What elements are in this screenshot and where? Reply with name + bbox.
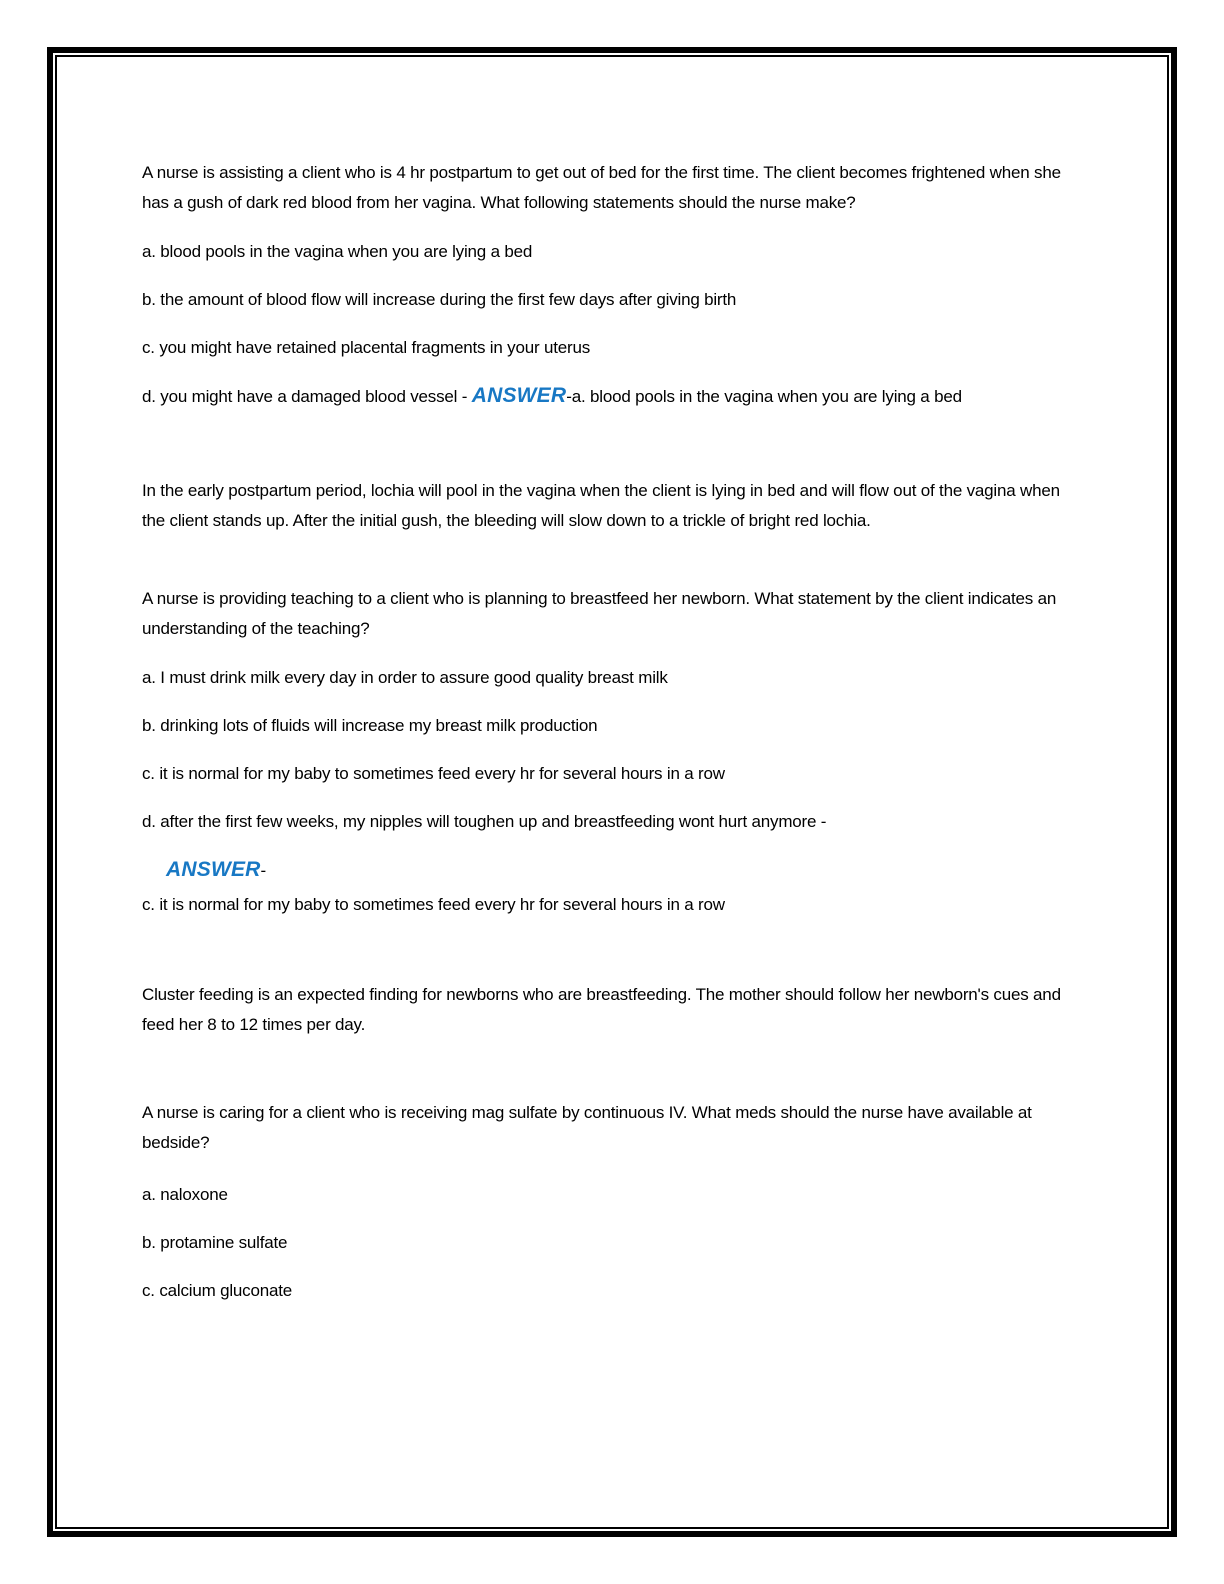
question-1-stem: A nurse is assisting a client who is 4 hr postpartum to get out of bed for the first time. The client becomes frightened when she has a gush of dark red blood from her vagina. What following statements should the nurse make? <box>142 163 1061 212</box>
question-2-option-b: b. drinking lots of fluids will increase my breast milk production <box>142 716 598 735</box>
question-1-option-c: c. you might have retained placental fragments in your uterus <box>142 338 590 357</box>
question-1-option-d <box>142 381 1067 412</box>
question-2-option-a: a. I must drink milk every day in order to assure good quality breast milk <box>142 668 668 687</box>
question-3-option-a: a. naloxone <box>142 1185 228 1204</box>
question-3-option-c: c. calcium gluconate <box>142 1281 293 1300</box>
question-2-correct-answer: c. it is normal for my baby to sometimes feed every hr for several hours in a row <box>142 895 725 914</box>
document-content <box>142 158 1067 1324</box>
question-3-stem: A nurse is caring for a client who is receiving mag sulfate by continuous IV. What meds should the nurse have available at bedside? <box>142 1103 1032 1152</box>
question-1-correct-answer-inline: -a. blood pools in the vagina when you are lying a bed <box>566 387 962 406</box>
question-2-rationale: Cluster feeding is an expected finding for newborns who are breastfeeding. The mother should follow her newborn's cues and feed her 8 to 12 times per day. <box>142 985 1061 1034</box>
question-1-option-d-text: d. you might have a damaged blood vessel - <box>142 387 472 406</box>
question-2-stem: A nurse is providing teaching to a client who is planning to breastfeed her newborn. What statement by the client indicates an understanding of the teaching? <box>142 589 1057 638</box>
answer-marker: ANSWER <box>471 384 567 407</box>
question-2-answer-line <box>142 855 1067 886</box>
question-3-option-b: b. protamine sulfate <box>142 1233 288 1252</box>
question-1-rationale: In the early postpartum period, lochia will pool in the vagina when the client is lying in bed and will flow out of the vagina when the client stands up. After the initial gush, the bleeding will slow down to a trickle of bright red lochia. <box>142 481 1060 530</box>
question-1-option-a: a. blood pools in the vagina when you are lying a bed <box>142 242 533 261</box>
answer-marker: ANSWER <box>166 858 261 881</box>
answer-dash: - <box>260 861 266 880</box>
question-2-option-c: c. it is normal for my baby to sometimes feed every hr for several hours in a row <box>142 764 725 783</box>
question-1-option-b: b. the amount of blood flow will increase during the first few days after giving birth <box>142 290 737 309</box>
question-2-option-d: d. after the first few weeks, my nipples will toughen up and breastfeeding wont hurt anymore - <box>142 812 827 831</box>
